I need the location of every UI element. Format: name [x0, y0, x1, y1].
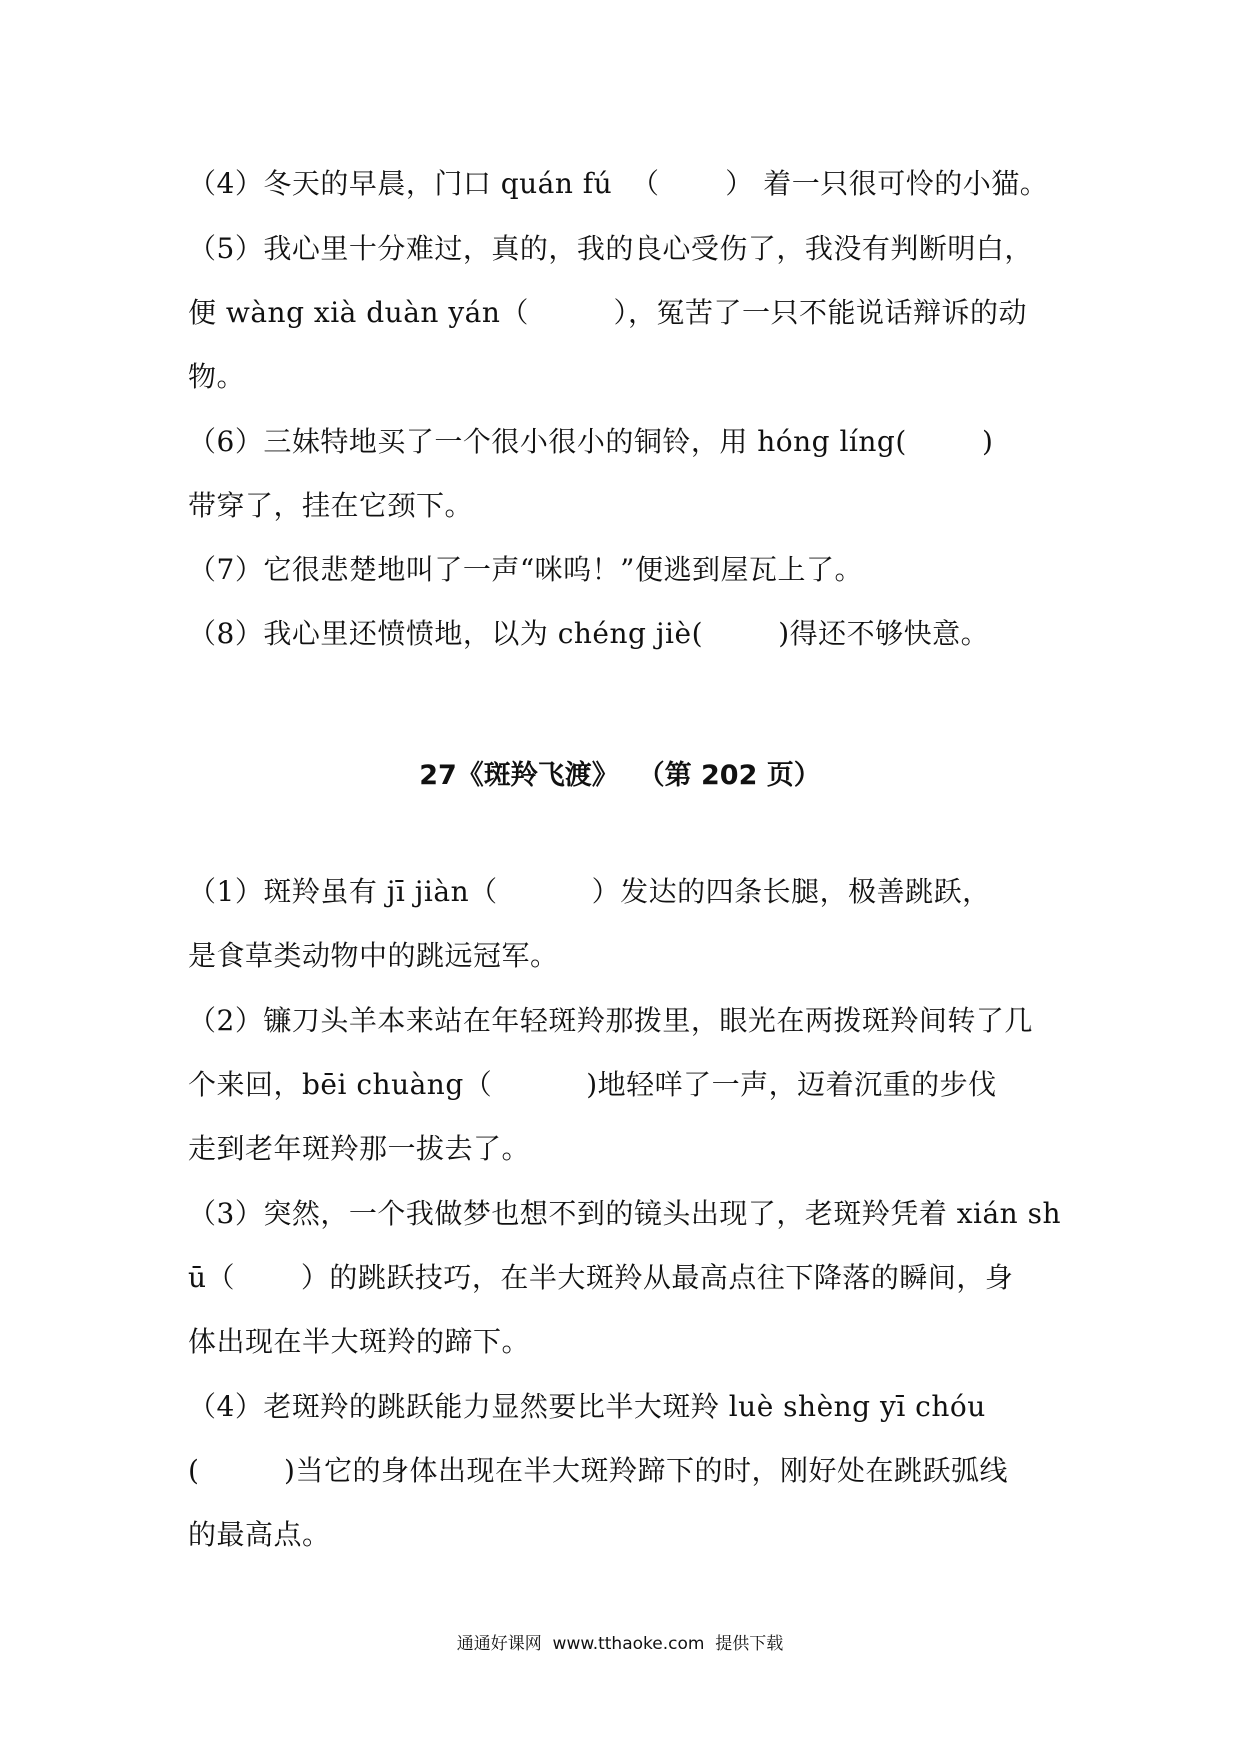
question-5-line-3: 物。 [188, 360, 246, 393]
question-4-line: （4）冬天的早晨，门口 quán fú （ ） 着一只很可怜的小猫。 [188, 167, 1049, 200]
s2-question-3-line-1: （3）突然，一个我做梦也想不到的镜头出现了，老斑羚凭着 xián sh [188, 1197, 1061, 1230]
question-5-line-2: 便 wàng xià duàn yán（ ），冤苦了一只不能说话辩诉的动 [188, 296, 1027, 329]
question-6-line-2: 带穿了，挂在它颈下。 [188, 489, 474, 522]
question-5-line-1: （5）我心里十分难过，真的，我的良心受伤了，我没有判断明白， [188, 232, 1033, 265]
s2-question-1-line-1: （1）斑羚虽有 jī jiàn（ ）发达的四条长腿，极善跳跃， [188, 875, 991, 908]
s2-question-4-line-1: （4）老斑羚的跳跃能力显然要比半大斑羚 luè shèng yī chóu [188, 1390, 986, 1423]
s2-question-3-line-3: 体出现在半大斑羚的蹄下。 [188, 1325, 531, 1358]
s2-question-4-line-2: ( )当它的身体出现在半大斑羚蹄下的时，刚好处在跳跃弧线 [188, 1454, 1008, 1487]
question-8-line: （8）我心里还愤愤地，以为 chéng jiè( )得还不够快意。 [188, 617, 990, 650]
s2-question-4-line-3: 的最高点。 [188, 1518, 331, 1551]
question-6-line-1: （6）三妹特地买了一个很小很小的铜铃，用 hóng líng( ) [188, 425, 994, 458]
s2-question-2-line-1: （2）镰刀头羊本来站在年轻斑羚那拨里，眼光在两拨斑羚间转了几 [188, 1004, 1033, 1037]
s2-question-2-line-3: 走到老年斑羚那一拔去了。 [188, 1132, 531, 1165]
footer-credit: 通通好课网 www.tthaoke.com 提供下载 [456, 1634, 784, 1654]
s2-question-3-line-2: ū（ ）的跳跃技巧，在半大斑羚从最高点往下降落的瞬间，身 [188, 1261, 1014, 1294]
s2-question-2-line-2: 个来回，bēi chuàng（ )地轻咩了一声，迈着沉重的步伐 [188, 1068, 997, 1101]
question-7-line: （7）它很悲楚地叫了一声“咪呜！”便逃到屋瓦上了。 [188, 553, 863, 586]
s2-question-1-line-2: 是食草类动物中的跳远冠军。 [188, 939, 559, 972]
section-title: 27《斑羚飞渡》 （第 202 页） [419, 760, 821, 791]
